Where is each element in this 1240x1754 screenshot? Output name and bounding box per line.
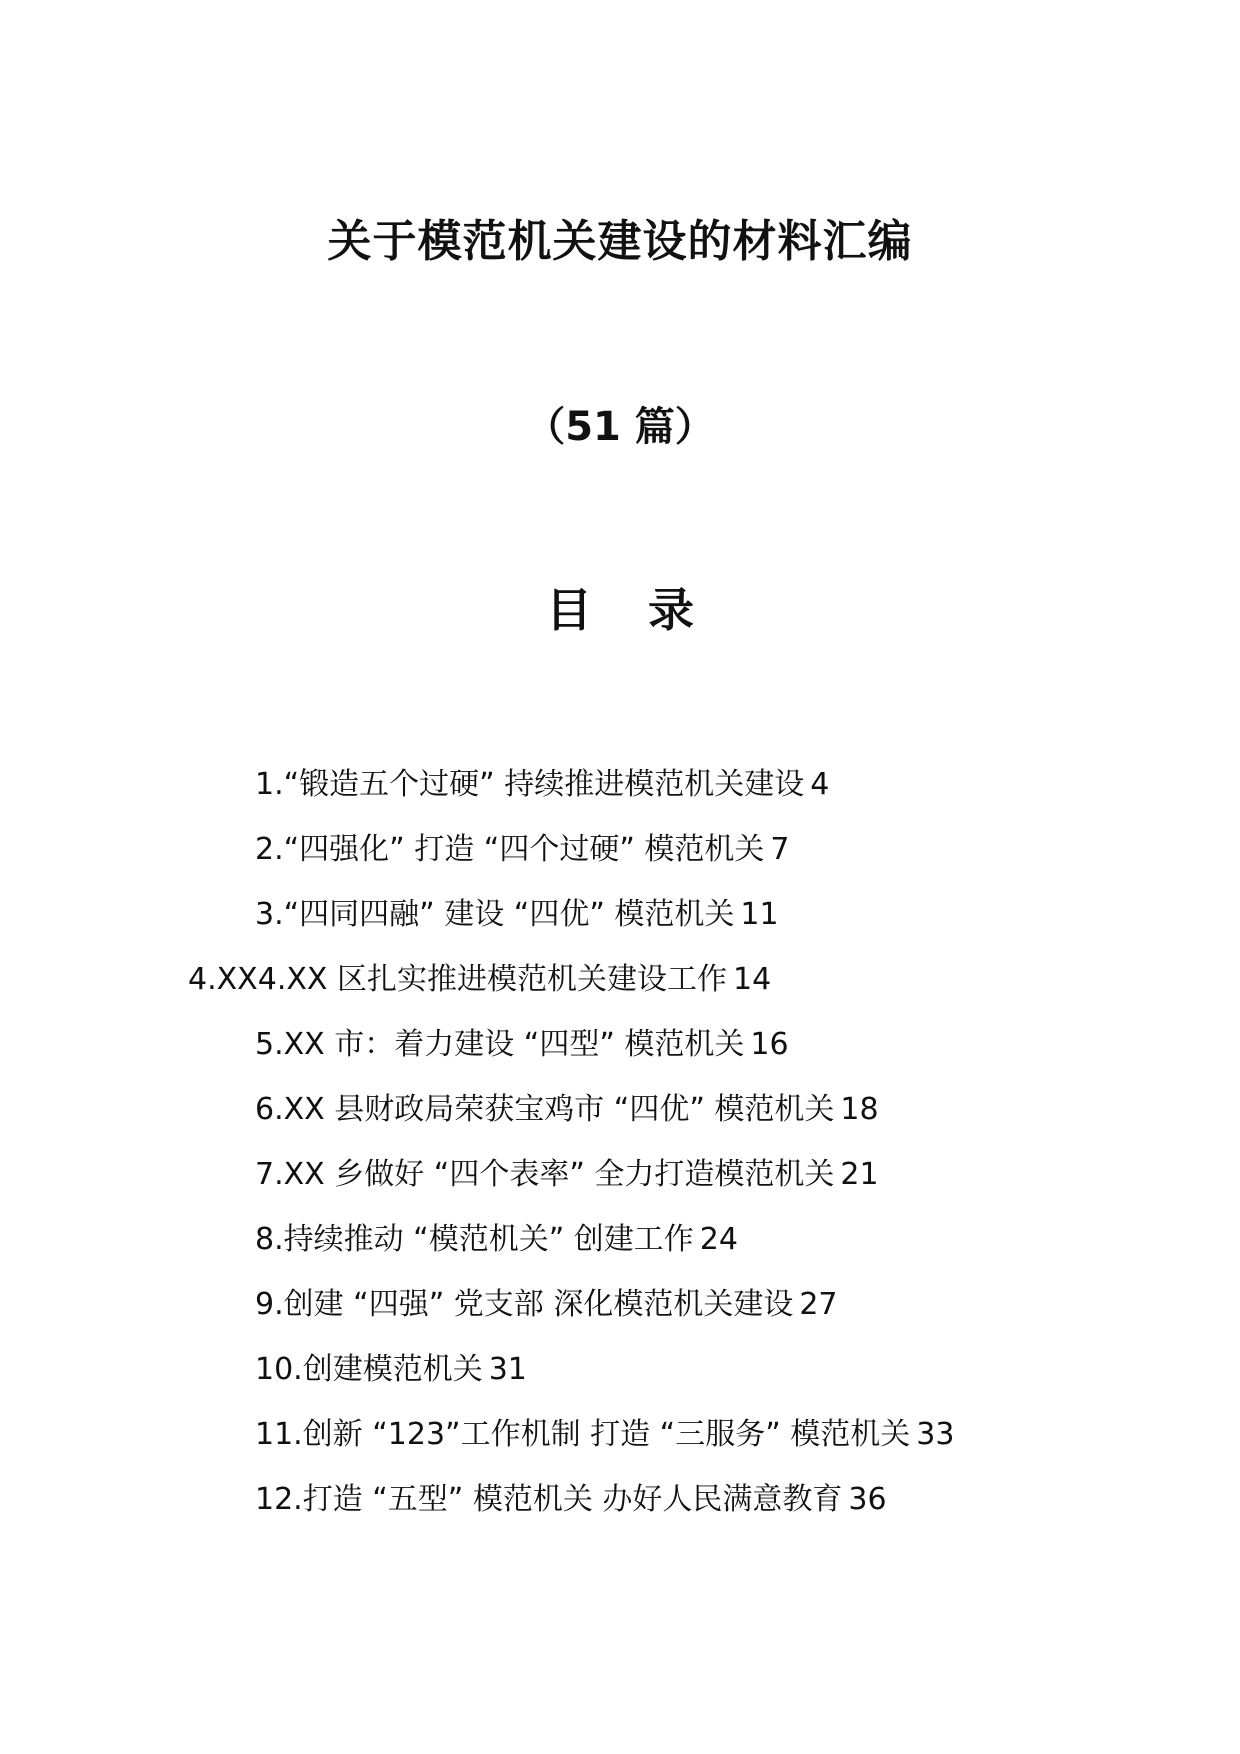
toc-item-text: 2.“四强化” 打造 “四个过硬” 模范机关	[255, 832, 765, 867]
toc-item[interactable]	[0, 1480, 1240, 1545]
toc-item-page: 7	[770, 832, 790, 867]
toc-item-page: 24	[699, 1222, 738, 1257]
toc-item-page: 36	[848, 1482, 887, 1517]
toc-item[interactable]	[0, 765, 1240, 830]
toc-item-text: 5.XX 市：着力建设 “四型” 模范机关	[255, 1027, 745, 1062]
toc-item[interactable]	[0, 1220, 1240, 1285]
toc-item-text: 8.持续推动 “模范机关” 创建工作	[255, 1222, 694, 1257]
toc-item-text: 9.创建 “四强” 党支部 深化模范机关建设	[255, 1287, 794, 1322]
toc-item-text: 11.创新 “123”工作机制 打造 “三服务” 模范机关	[255, 1417, 911, 1452]
toc-item[interactable]	[0, 1415, 1240, 1480]
toc-item-text: 7.XX 乡做好 “四个表率” 全力打造模范机关	[255, 1157, 835, 1192]
toc-item-page: 11	[740, 897, 779, 932]
toc-item[interactable]	[0, 1155, 1240, 1220]
table-of-contents	[0, 765, 1240, 1545]
toc-item-page: 4	[810, 767, 830, 802]
toc-item[interactable]	[0, 1285, 1240, 1350]
toc-item[interactable]	[0, 830, 1240, 895]
toc-item-page: 14	[733, 962, 772, 997]
toc-item-page: 31	[488, 1352, 527, 1387]
toc-heading: 目 录	[545, 583, 714, 637]
toc-item-page: 18	[840, 1092, 879, 1127]
toc-item-text: 12.打造 “五型” 模范机关 办好人民满意教育	[255, 1482, 843, 1517]
toc-item[interactable]	[0, 960, 1240, 1025]
toc-item-text: 1.“锻造五个过硬” 持续推进模范机关建设	[255, 767, 805, 802]
toc-item-page: 33	[916, 1417, 955, 1452]
toc-item-page: 16	[750, 1027, 789, 1062]
toc-item[interactable]	[0, 1090, 1240, 1155]
toc-item[interactable]	[0, 1350, 1240, 1415]
toc-item-page: 21	[840, 1157, 879, 1192]
toc-item[interactable]	[0, 1025, 1240, 1090]
toc-item-text: 6.XX 县财政局荣获宝鸡市 “四优” 模范机关	[255, 1092, 835, 1127]
toc-item-text: 4.XX4.XX 区扎实推进模范机关建设工作	[188, 962, 727, 997]
document-count: （51 篇）	[525, 404, 715, 450]
toc-item-text: 3.“四同四融” 建设 “四优” 模范机关	[255, 897, 735, 932]
toc-item-page: 27	[799, 1287, 838, 1322]
toc-item-text: 10.创建模范机关	[255, 1352, 483, 1387]
toc-item[interactable]	[0, 895, 1240, 960]
document-title: 关于模范机关建设的材料汇编	[327, 216, 913, 267]
